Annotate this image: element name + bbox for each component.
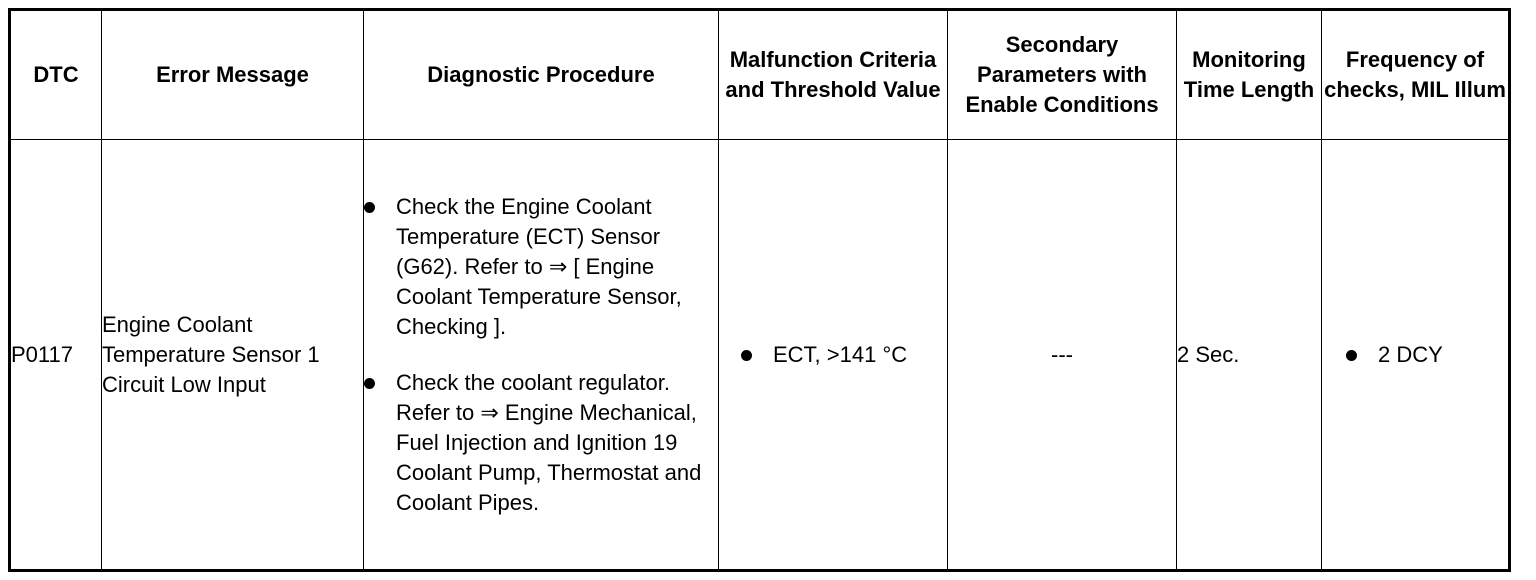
frequency-item: [1322, 340, 1508, 370]
header-dtc: DTC: [10, 10, 102, 140]
frequency-text: 2 DCY: [1378, 341, 1443, 367]
header-row: [10, 10, 1510, 140]
header-diagnostic-procedure: Diagnostic Procedure: [364, 10, 719, 140]
error-message-cell: Engine Coolant Temperature Sensor 1 Circuit Low Input: [102, 140, 364, 571]
header-frequency: Frequency of checks, MIL Illum: [1322, 10, 1510, 140]
procedure-step-text: Check the coolant regulator. Refer to ⇒ Engine Mechanical, Fuel Injection and Ignition 19 Coolant Pump, Thermostat and Coolant Pipes.: [396, 369, 702, 515]
bullet-icon: [1346, 350, 1357, 361]
diagnostic-procedure-cell: [364, 140, 719, 571]
bullet-icon: [364, 202, 375, 213]
header-error-message: Error Message: [102, 10, 364, 140]
header-malfunction-criteria: Malfunction Criteria and Threshold Value: [719, 10, 948, 140]
table-row: [10, 140, 1510, 571]
bullet-icon: [364, 378, 375, 389]
procedure-step: [364, 192, 718, 342]
malfunction-criteria-cell: [719, 140, 948, 571]
monitoring-time-cell: 2 Sec.: [1177, 140, 1322, 571]
secondary-parameters-cell: ---: [948, 140, 1177, 571]
header-monitoring-time: Monitoring Time Length: [1177, 10, 1322, 140]
procedure-step-text: Check the Engine Coolant Temperature (ECT) Sensor (G62). Refer to ⇒ [ Engine Coolant Temperature Sensor, Checking ].: [396, 193, 682, 339]
criteria-item: [719, 340, 947, 370]
procedure-step: [364, 368, 718, 518]
dtc-table: [8, 8, 1511, 572]
header-secondary-parameters: Secondary Parameters with Enable Conditions: [948, 10, 1177, 140]
criteria-text: ECT, >141 °C: [773, 341, 908, 367]
frequency-cell: [1322, 140, 1510, 571]
dtc-code-cell: P0117: [10, 140, 102, 571]
bullet-icon: [741, 350, 752, 361]
